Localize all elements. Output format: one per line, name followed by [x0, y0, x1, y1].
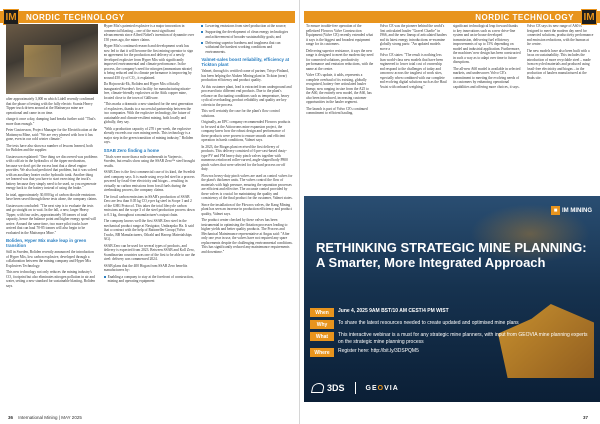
paragraph: At this customer plant, lead is extracted from underground and processed into different end products. Due to the plant's reliance on fluctuating conditions such as temperature, heavy cyclical overloading, product reliability and quality are key criteria in the process.	[201, 84, 292, 107]
bullet-item: Supporting the development of clean energy technologies and achievement of broader sustainability goals; and	[201, 30, 293, 39]
detail-row-when	[310, 308, 590, 317]
magazine-issue: International Mining | MAY 2025	[18, 415, 82, 420]
paragraph: after approximately 3,000 m which Lidell recently confirmed that the phase of testing with the fully electric Scania Heavy Tipper truck driven around at the Mattsmyra mine are operational and came in on time.	[6, 97, 95, 115]
paragraph: Flowrox heavy-duty pinch valves are used as control valves for the plant's thickener units. The valves control the flow of materials with high pressure, ensuring the separation processes are efficient and effective. The accurate control provided by these valves is crucial for maintaining the quality and consistency of the final product for the customer, Valmet states.	[201, 173, 293, 200]
what-label: What	[310, 332, 334, 341]
paragraph: In total, approximately 30,000 kg of carbon dioxide emissions have been saved through these tests alone, the company claims.	[6, 192, 98, 201]
why-label: Why	[310, 320, 334, 329]
paragraph: The company knows well the first SSAB Zero steel in the mechanical product range at Navigator, Umbrapsko Ha. It said that a contract with the help of Rationeller Group (Volvo Trucks, BB Manufacturers, Oilrahl and Harosp Materialships AG).	[103, 219, 194, 241]
webinar-advertisement[interactable]	[304, 196, 600, 402]
dassault-systemes-logo	[312, 383, 345, 393]
paragraph: "This marks a dramatic a new standard for the next generation of explosives, thanks to a successful partnership between the two companies. With the explosive technology, the future of sustainable and climate-resilient mining, both locally and globally, they say.	[103, 102, 194, 124]
column-1	[306, 24, 374, 194]
column-3	[453, 24, 521, 194]
article-columns	[306, 24, 594, 194]
when-value: June 4, 2025 9AM BST/10 AM CEST/4 PM WIST	[338, 308, 449, 314]
column-2	[104, 24, 196, 410]
paragraph: This new technology not only reduces the mining industry's CO₂ footprint but also eliminates nitrogen pollution in air and water, setting a new standard for sustainable blasting, Boliden says.	[6, 270, 96, 288]
paragraph: Da Hojnowski-Ek, Boliden and Hyper Mix officially inaugurated Sweden's first facility for manufacturing nitrate-free, climate-friendly explosives at the Aitik copper mine, located close to the town of Gällivare.	[103, 82, 191, 100]
paragraph: Volvo CE was the pioneer behind the world's first articulated hauler "Gravel Charlie" in 1966, and the new lineup of articulated haulers and its latest energy introductions re-examine globally strong parts: "An updated models move a	[379, 24, 447, 51]
bullet-item: Lowering emissions from steel production at the source;	[201, 24, 293, 29]
article-photo	[6, 24, 98, 94]
paragraph: Volvo CE states: "The result is nothing less than world-class new models that have been engineered to lower total cost of ownership and respond to the challenges of today and tomorrow across the toughest of work sites, especially when combined with our complete and evolving digital solutions such as the Haul Assist with onboard weighing."	[379, 53, 447, 89]
what-value: This interactive webinar is a must for any strategic mine planners, with input from GEOVIA mine planning experts on the strategic mine planning process	[338, 332, 588, 345]
geovia-logo-accent: O	[377, 384, 385, 392]
3ds-mark-icon	[311, 383, 325, 393]
sponsor-logos	[312, 382, 399, 394]
paragraph: The new models have also been built with a focus on sustainability. This includes the introduction of more recyclable steel – made from recycled materials and produced using fossil-free electricity and biogas – in the production of haulers manufactured at the Braås site.	[526, 48, 591, 80]
bullet-list	[104, 275, 196, 284]
paragraph: To ensure trouble-free operation of the pelletized Flowrox Valve Construction Equipment (Valve CE) recently extended what it says is the biggest and broadest equipment range for its customers.	[306, 24, 373, 46]
paragraph: Hyper Mix's patented explosive is a major innovation in commercial blasting – one of the most significant advancements since Alfred Nobel's invention of dynamite over 150 years ago, the miner claims.	[103, 24, 195, 42]
column-4	[527, 24, 595, 194]
geovia-logo-part: VIA	[384, 384, 399, 392]
why-value: To share the latest resources needed to create updated and optimised mine plans	[338, 320, 519, 326]
page-number: 37	[582, 415, 588, 420]
page-number: 36	[8, 415, 14, 420]
geovia-logo	[366, 385, 399, 392]
paragraph: Still in Sweden, Boliden recently announced the introduction of Hyper Mix, low carbon explosive, developed through a collaboration between the mining company and Hyper Mix Explosives Technology.	[6, 250, 94, 268]
detail-row-what	[310, 332, 590, 345]
bullet-list	[201, 24, 293, 54]
section-header-bar	[304, 11, 600, 23]
paragraph: Valmet, through its certified crane of partner, Trisys-Finland, has been helping the Aluken Mining plant in Tickton (near) production efficiency and product quality.	[201, 69, 289, 82]
article-columns	[6, 24, 293, 410]
paragraph: Hyper Mix's continued research and development work has now led to that it will become the first mining operator to sign an agreement for the production and delivery of a newly developed explosive from Hyper Mix with significantly improved environmental and climate performance. In the process, the company's need for nitrogen (ammonium nitrate) is being reduced and its climate performance is improving by around 450 t/y of CO₂, it explained.	[103, 44, 194, 80]
ad-headline	[316, 240, 587, 270]
section-header-bar	[0, 11, 295, 23]
brand-label: IM MINING	[562, 207, 592, 214]
logo-divider	[355, 382, 356, 394]
paragraph: "With a production capacity of 270 t per week, the explosive already exceeds our own mining needs. This technology is a major step in the green transition of mining industry," Boliden says.	[103, 126, 194, 144]
paragraph: This well certainly the case for the plant's flow control solutions.	[201, 109, 280, 118]
detail-row-where	[310, 348, 590, 357]
subheading: SSAB Zero finding a home	[103, 147, 160, 153]
bullet-item: Enabling a company to stay at the forefront of construction, mining and operating equipment	[104, 275, 196, 284]
paragraph: Gustavsson explained: "One thing we discovered was problems with cold air in the hydraulics of the tipper mechanism, because we don't get the excess heat that a diesel engine provides. We also had predicted that problem, but it was solved with an auxiliary heater on the hydraulic tank. Another thing we learned was that you have to start exercising the truck's battery because they simply need to be used, so you regenerate energy back to the battery instead of using the brake."	[6, 154, 98, 190]
geovia-logo-part: GE	[365, 384, 378, 392]
headline-line-2: A Smarter, More Integrated Approach	[316, 255, 546, 270]
dassault-logo-text: 3DS	[327, 383, 345, 393]
paragraph: The tests have also shown a number of lessons learned, both for Boliden and the supplier.	[6, 143, 93, 152]
event-details	[310, 308, 590, 360]
paragraph: The product center checked by these valves has been instrumental in optimising the flotation processes leading to higher yields and better quality products. The Process and Mechanical Maintenance representative at Angas said: "After only one year in use, the valves have not required any spare replacements despite the challenging environmental conditions. This has significantly reduced any maintenance requirements and downtime."	[201, 218, 293, 254]
column-2	[380, 24, 448, 194]
paragraph: "Trials were more than a mile underneath in Varjenvic, Sweden, but results show using the SSAB Zero™ steel brought results.	[103, 154, 195, 168]
paragraph: Since the installation of the Flowrox valves, the Kang Mining plant has seen an increase in production efficiency and product quality, Valmet says.	[201, 202, 292, 216]
where-label: Where	[310, 348, 334, 357]
paragraph: The all-new A60 model is available in selected markets, and underscores Volvo CE's commitment to meeting the evolving needs of its customers by enhancing operational capabilities and offering more choices, it says.	[453, 66, 521, 89]
im-mining-logo	[551, 206, 592, 215]
subheading: Valmet-sales boost reliability, efficiency at Tickton plant	[201, 57, 290, 67]
paragraph: The fossil carbon emissions in SSAB's production of SSAB Zero are less than 0.05 kg CO₂e per kg steel in Scope 1 and 2 of the GHG Protocol. This takes the total lifecycle carbon emissions and the scope 3 of the steel production process down to 0.3 kg, throughout a manufacturer's output chain.	[103, 194, 195, 217]
column-3	[201, 24, 293, 410]
subheading: Boliden, Hyper Mix make leap in green transition	[6, 238, 87, 248]
paragraph: significant technological leap forward thanks to key innovations such as a new drive-line system and an in-house developed transmission, delivering fuel efficiency improvements of up to 15% depending on model and industrial application. Furthermore, the machines' new design has been constructed in such a way as to adapt over time to future disruptions.	[453, 24, 521, 64]
im-logo: IM	[3, 9, 19, 25]
paragraph: SSAB Zero is the first commercial case of its kind, the Swedish steel company says. It is made using recycled steel in a process powered by fossil-free electricity and biogas – resulting in virtually no carbon emissions from fossil fuels during the steelmaking process, the company claims.	[103, 170, 196, 192]
right-page	[300, 0, 600, 424]
detail-row-why	[310, 320, 590, 329]
page-footer	[583, 415, 592, 420]
register-link[interactable]: Register here: http://bit.ly/3DSPQM5	[338, 348, 419, 354]
paragraph: Delivering superior resistance, it says the new range is designed to meet the modern day need for connected solutions, productivity performance and emission reductions, with the name at the centre.	[306, 48, 374, 71]
paragraph: Valve CE's update, it adds, represents a complete overhaul of its existing, globally recognised, battery-free articulated hauler lineup; now ranging in size from the A25 to the A60, the entirely new model, the A60, has also been introduced, increasing customer opportunities in the hauler segment.	[306, 73, 372, 104]
headline-line-1: RETHINKING STRATEGIC MINE PLANNING:	[316, 240, 587, 255]
im-logo: IM	[581, 9, 597, 25]
section-title: NORDIC TECHNOLOGY	[26, 12, 125, 22]
when-label: When	[310, 308, 334, 317]
paragraph: Volvo CE says its new range of A60 is designed to meet the modern day need for connected solutions, productivity performance and emission reductions, with the human at the centre.	[526, 24, 594, 46]
page-footer	[8, 415, 82, 420]
paragraph: Gustavsson concluded: "The next step is to evaluate the tests and go straight on to wait. In the fall, a new, larger Heavy Tipper, with four axles, approximately 58 tonnes of total capacity, hence the balance point and higher energy spend will arrive. Around the same time, two more pilot trucks have arrived that can haul 70-85 tonnes will also begin to be evaluated in the Mattsmyra Mine."	[6, 203, 96, 235]
section-title: NORDIC TECHNOLOGY	[475, 12, 574, 22]
paragraph: charge it once a day, damping load breaks further said: "That's more than enough."	[6, 117, 96, 126]
bullet-item: Delivering superior hardness and toughness that can withstand the harshest working conditions and environments.	[201, 41, 293, 55]
paragraph: Originally, an EPC company recommended Flowrox products to be used at the Aitiocroms mine expansion project, the company knew how the robust design and performance of these products were proven to ensure smooth and efficient operation in harsh conditions, Valmet says.	[201, 120, 291, 142]
paragraph: SSAB Zero can be used for several types of products, and delivery is expected from 2023. Between SSAB and Koll Zero, Scandinavian countries was one of the first to be able to use the steel: delivery was commenced 2024.	[103, 243, 196, 261]
im-logo-mark-icon: ■	[551, 206, 560, 215]
column-1	[6, 24, 98, 410]
paragraph: The launch is part of Volvo CE's continued commitment to efficient hauling.	[306, 106, 368, 115]
paragraph: In 2023, the Biogas plant received the first delivery of products. This delivery consisted of 6 pre-cast-based dusty-type PV and FM heavy duty pinch valves together with numerous reinforced roller-curved, angle-shaped body P800 pinch valves that were selected for the hard process on-off duty.	[201, 144, 288, 171]
paragraph: SSAB plans that the 400 Hogan from SSAB Zero benefits manufacturers by:	[103, 263, 188, 272]
paragraph: Peter Gustavsson, Project Manager for the Electrification at the Mattsmyra Mine, said: "We are very pleased with how it has gone, even in our cold winter climate."	[6, 128, 98, 141]
